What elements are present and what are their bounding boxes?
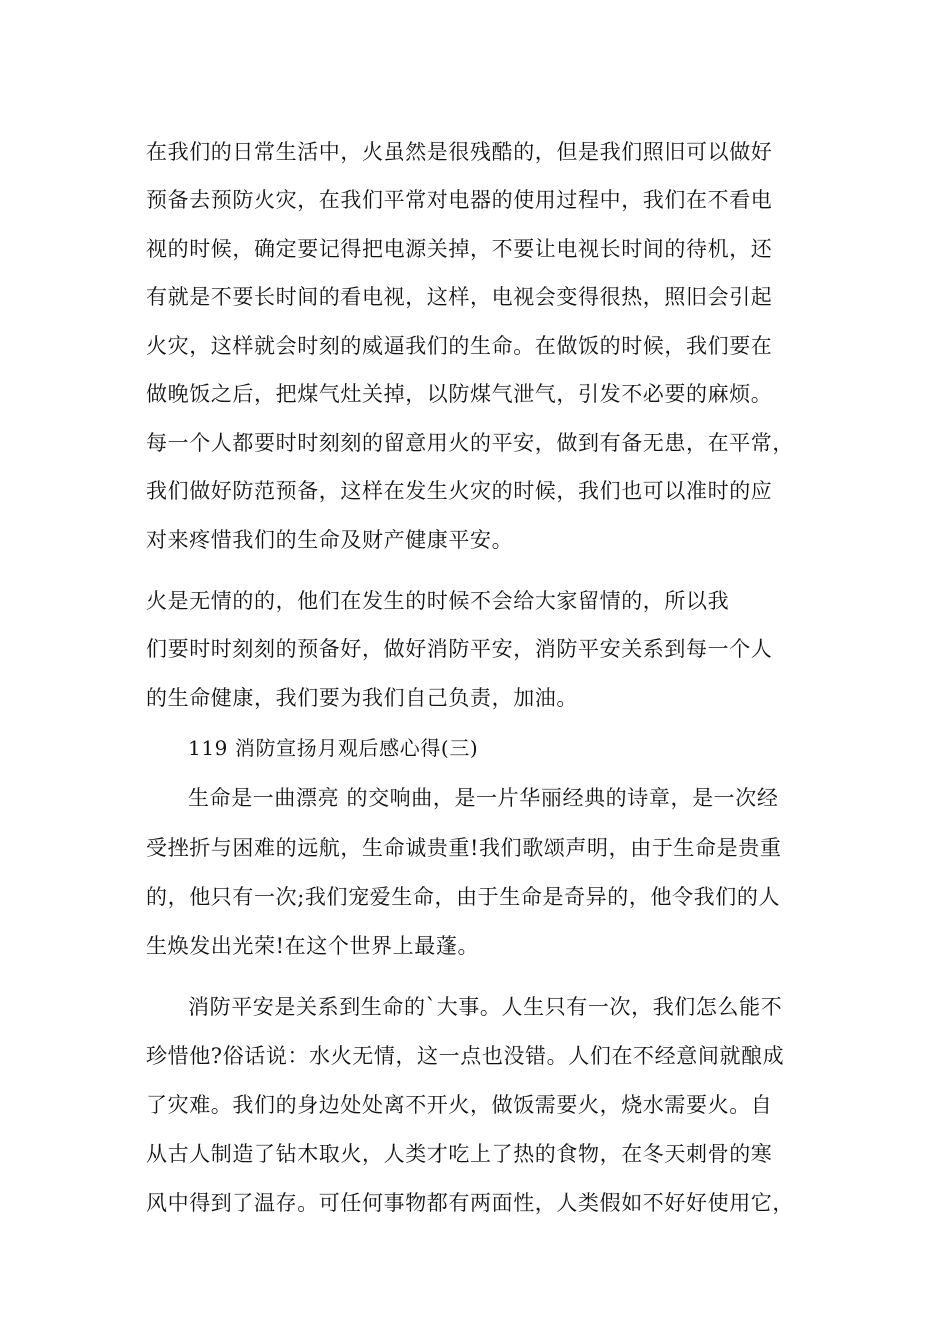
text-line: 的生命健康，我们要为我们自己负责，加油。 [146,686,578,710]
text-line: 火是无情的的，他们在发生的时候不会给大家留情的，所以我 [146,589,730,613]
section-heading: 119 消防宣扬月观后感心得(三) [188,736,479,760]
text-line: 们要时时刻刻的预备好，做好消防平安，消防平安关系到每一个人 [146,637,773,661]
text-line: 在我们的日常生活中，火虽然是很残酷的，但是我们照旧可以做好 [146,140,773,164]
text-line: 了灾难。我们的身边处处离不开火，做饭需要火，烧水需要火。自 [146,1093,773,1117]
text-line: 对来疼惜我们的生命及财产健康平安。 [146,528,514,552]
text-line: 受挫折与困难的远航，生命诚贵重!我们歌颂声明，由于生命是贵重 [146,836,782,860]
text-line: 消防平安是关系到生命的`大事。人生只有一次，我们怎么能不 [188,995,783,1019]
text-line: 每一个人都要时时刻刻的留意用火的平安，做到有备无患，在平常， [146,431,794,455]
text-line: 生焕发出光荣!在这个世界上最蓬。 [146,934,480,958]
text-line: 预备去预防火灾，在我们平常对电器的使用过程中，我们在不看电 [146,188,773,212]
text-line: 视的时候，确定要记得把电源关掉，不要让电视长时间的待机，还 [146,237,773,261]
text-line: 从古人制造了钻木取火，人类才吃上了热的食物，在冬天刺骨的寒 [146,1142,773,1166]
text-line: 我们做好防范预备，这样在发生火灾的时候，我们也可以准时的应 [146,479,773,503]
text-line: 火灾，这样就会时刻的威逼我们的生命。在做饭的时候，我们要在 [146,334,773,358]
text-line: 有就是不要长时间的看电视，这样，电视会变得很热，照旧会引起 [146,285,773,309]
text-line: 风中得到了温存。可任何事物都有两面性，人类假如不好好使用它， [146,1191,794,1215]
text-line: 珍惜他?俗话说：水火无情，这一点也没错。人们在不经意间就酿成 [146,1044,785,1068]
text-line: 的，他只有一次;我们宠爱生命，由于生命是奇异的，他令我们的人 [146,885,781,909]
text-line: 生命是一曲漂亮 的交响曲，是一片华丽经典的诗章，是一次经 [188,786,779,810]
text-line: 做晚饭之后，把煤气灶关掉，以防煤气泄气，引发不必要的麻烦。 [146,382,773,406]
